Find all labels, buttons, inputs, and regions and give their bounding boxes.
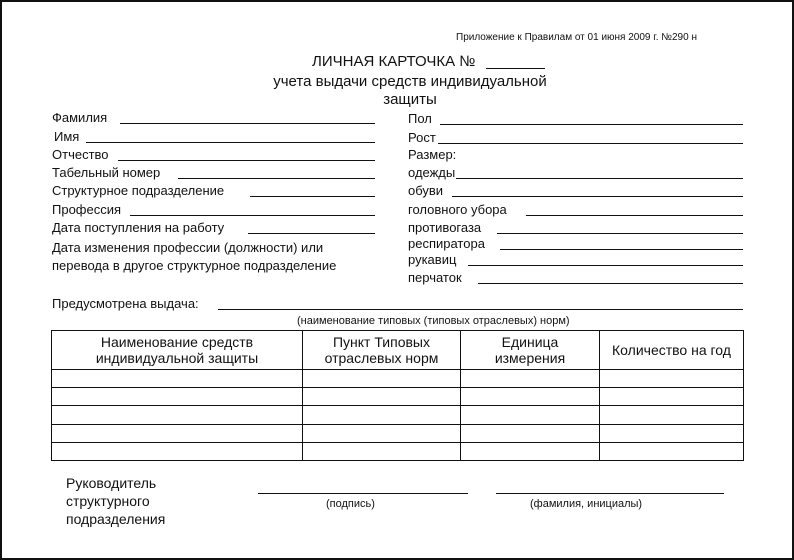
issuance-caption: (наименование типовых (типовых отраслевых) норм) (297, 315, 570, 327)
name-field[interactable] (86, 142, 375, 143)
hire-date-label: Дата поступления на работу (52, 220, 225, 235)
headwear-field[interactable] (526, 215, 743, 216)
card-subtitle-line1: учета выдачи средств индивидуальной (273, 73, 547, 90)
shoes-field[interactable] (452, 196, 743, 197)
respirator-field[interactable] (500, 249, 743, 250)
table-cell[interactable] (461, 424, 600, 442)
ppe-table (51, 330, 744, 461)
surname-label: Фамилия (52, 110, 108, 125)
header-ppe-name-line2: индивидуальной защиты (95, 350, 259, 366)
headwear-label: головного убора (408, 202, 507, 217)
signature-field[interactable] (258, 493, 468, 494)
profession-label: Профессия (52, 202, 122, 217)
size-label: Размер: (408, 147, 457, 162)
gas-mask-label: противогаза (408, 220, 482, 235)
header-ppe-name-line1: Наименование средств (100, 334, 254, 350)
table-cell[interactable] (600, 388, 744, 406)
profession-field[interactable] (130, 215, 375, 216)
header-norm-item (303, 331, 461, 370)
name-label: Имя (54, 129, 80, 144)
table-cell[interactable] (303, 442, 461, 460)
table-row (52, 424, 744, 442)
header-unit-line1: Единица (501, 334, 559, 350)
issuance-label: Предусмотрена выдача: (52, 296, 199, 311)
mittens-field[interactable] (468, 265, 743, 266)
respirator-label: респиратора (408, 236, 485, 251)
patronymic-label: Отчество (52, 147, 109, 162)
gas-mask-field[interactable] (497, 233, 743, 234)
full-name-field[interactable] (496, 493, 724, 494)
department-label: Структурное подразделение (52, 183, 225, 198)
signature-caption: (подпись) (326, 498, 375, 510)
gloves-field[interactable] (478, 283, 743, 284)
table-cell[interactable] (303, 424, 461, 442)
shoes-label: обуви (408, 183, 444, 198)
header-quantity-line1: Количество на год (612, 342, 731, 358)
header-unit-line2: измерения (494, 350, 566, 366)
appendix-note: Приложение к Правилам от 01 июня 2009 г. №290 н (456, 32, 697, 43)
frame-left (0, 0, 2, 560)
height-field[interactable] (438, 143, 743, 144)
header-ppe-name (52, 331, 303, 370)
table-cell[interactable] (600, 370, 744, 388)
hire-date-field[interactable] (248, 233, 375, 234)
table-cell[interactable] (600, 424, 744, 442)
header-unit (461, 331, 600, 370)
personnel-number-label: Табельный номер (52, 165, 161, 180)
table-header-row (52, 331, 744, 370)
clothing-label: одежды (408, 165, 456, 180)
sex-field[interactable] (440, 124, 743, 125)
card-subtitle-line2: защиты (383, 91, 437, 108)
frame-top (0, 0, 794, 2)
header-norm-item-line1: Пункт Типовых (332, 334, 430, 350)
head-label-line1: Руководитель (66, 475, 157, 491)
surname-field[interactable] (120, 123, 375, 124)
header-norm-item-line2: отраслевых норм (324, 350, 439, 366)
table-cell[interactable] (303, 406, 461, 424)
table-cell[interactable] (52, 442, 303, 460)
table-row (52, 406, 744, 424)
gloves-label: перчаток (408, 270, 462, 285)
department-field[interactable] (250, 196, 375, 197)
issuance-field[interactable] (218, 309, 743, 310)
header-quantity (600, 331, 744, 370)
change-date-label-line2: перевода в другое структурное подразделение (52, 258, 337, 273)
table-cell[interactable] (600, 442, 744, 460)
height-label: Рост (408, 130, 436, 145)
table-row (52, 442, 744, 460)
table-cell[interactable] (600, 406, 744, 424)
table-row (52, 388, 744, 406)
sex-label: Пол (408, 111, 432, 126)
table-cell[interactable] (461, 370, 600, 388)
card-number-line[interactable] (486, 68, 545, 69)
table-cell[interactable] (303, 388, 461, 406)
head-label-line3: подразделения (66, 511, 166, 527)
mittens-label: рукавиц (408, 252, 457, 267)
table-cell[interactable] (52, 424, 303, 442)
full-name-caption: (фамилия, инициалы) (530, 498, 643, 510)
personnel-number-field[interactable] (178, 178, 375, 179)
table-cell[interactable] (461, 388, 600, 406)
clothing-field[interactable] (456, 178, 743, 179)
head-label-line2: структурного (66, 493, 150, 509)
table-cell[interactable] (52, 406, 303, 424)
table-row (52, 370, 744, 388)
table-cell[interactable] (52, 370, 303, 388)
table-cell[interactable] (461, 442, 600, 460)
table-cell[interactable] (461, 406, 600, 424)
table-cell[interactable] (52, 388, 303, 406)
change-date-label-line1: Дата изменения профессии (должности) или (52, 240, 324, 255)
patronymic-field[interactable] (118, 160, 375, 161)
table-cell[interactable] (303, 370, 461, 388)
card-title: ЛИЧНАЯ КАРТОЧКА № (312, 53, 476, 70)
